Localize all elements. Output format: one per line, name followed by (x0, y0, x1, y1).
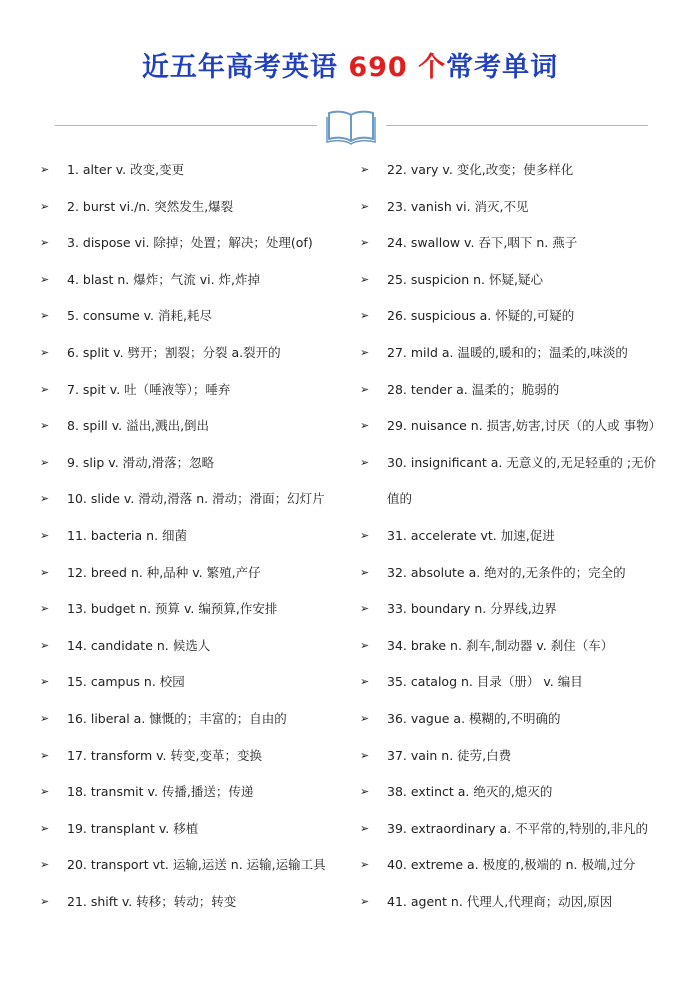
arrow-bullet-icon: ➢ (40, 821, 50, 835)
vocab-entry: 32. absolute a. 绝对的,无条件的；完全的 (387, 564, 626, 580)
list-item (360, 262, 680, 299)
list-item (40, 738, 360, 775)
list-item (360, 445, 680, 518)
list-item (40, 555, 360, 592)
vocab-entry: 37. vain n. 徒劳,白费 (387, 747, 512, 763)
vocab-entry: 15. campus n. 校园 (67, 674, 185, 690)
vocab-entry: 31. accelerate vt. 加速,促进 (387, 527, 555, 543)
vocab-entry: 33. boundary n. 分界线,边界 (387, 601, 557, 617)
arrow-bullet-icon: ➢ (360, 528, 370, 542)
arrow-bullet-icon: ➢ (40, 675, 50, 689)
vocab-entry: 13. budget n. 预算 v. 编预算,作安排 (67, 601, 278, 617)
arrow-bullet-icon: ➢ (360, 309, 370, 323)
vocab-column-right (360, 152, 680, 920)
list-item (360, 408, 680, 445)
arrow-bullet-icon: ➢ (360, 419, 370, 433)
list-item (360, 774, 680, 811)
arrow-bullet-icon: ➢ (40, 492, 50, 506)
arrow-bullet-icon: ➢ (40, 528, 50, 542)
list-item (360, 738, 680, 775)
vocab-entry: 22. vary v. 变化,改变；使多样化 (387, 162, 574, 177)
arrow-bullet-icon: ➢ (360, 858, 370, 872)
vocab-entry: 7. spit v. 吐（唾液等）；唾弃 (67, 381, 231, 397)
arrow-bullet-icon: ➢ (360, 748, 370, 762)
arrow-bullet-icon: ➢ (40, 711, 50, 725)
arrow-bullet-icon: ➢ (40, 785, 50, 799)
list-item (40, 847, 360, 884)
vocab-entry: 40. extreme a. 极度的,极端的 n. 极端,过分 (387, 857, 636, 873)
list-item (360, 335, 680, 372)
list-item (40, 591, 360, 628)
vocab-entry: 18. transmit v. 传播,播送；传递 (67, 784, 254, 800)
list-item (40, 189, 360, 226)
vocab-entry: 41. agent n. 代理人,代理商；动因,原因 (387, 893, 613, 909)
arrow-bullet-icon: ➢ (40, 236, 50, 250)
list-item (360, 518, 680, 555)
title-part-3: 常考单词 (446, 52, 559, 83)
vocab-entry: 1. alter v. 改变,变更 (67, 162, 185, 177)
vocab-entry: 34. brake n. 刹车,制动器 v. 刹住（车） (387, 637, 614, 653)
list-item (360, 225, 680, 262)
list-item (40, 445, 360, 482)
list-item (40, 884, 360, 921)
arrow-bullet-icon: ➢ (40, 748, 50, 762)
list-item (360, 847, 680, 884)
list-item (360, 555, 680, 592)
vocab-entry: 26. suspicious a. 怀疑的,可疑的 (387, 308, 575, 324)
arrow-bullet-icon: ➢ (360, 236, 370, 250)
arrow-bullet-icon: ➢ (360, 455, 370, 469)
arrow-bullet-icon: ➢ (360, 602, 370, 616)
vocab-entry: 3. dispose vi. 除掉；处置；解决；处理(of) (67, 235, 313, 251)
arrow-bullet-icon: ➢ (40, 309, 50, 323)
vocab-entry: 9. slip v. 滑动,滑落；忽略 (67, 454, 215, 470)
vocab-entry: 24. swallow v. 吞下,咽下 n. 燕子 (387, 235, 578, 251)
list-item (40, 701, 360, 738)
list-item (40, 628, 360, 665)
arrow-bullet-icon: ➢ (40, 419, 50, 433)
list-item (40, 664, 360, 701)
vocab-entry: 17. transform v. 转变,变革；变换 (67, 747, 262, 763)
open-book-icon (325, 107, 377, 145)
arrow-bullet-icon: ➢ (360, 821, 370, 835)
vocab-entry: 20. transport vt. 运输,运送 n. 运输,运输工具 (67, 857, 326, 873)
arrow-bullet-icon: ➢ (360, 894, 370, 908)
list-item (40, 774, 360, 811)
vocab-entry: 5. consume v. 消耗,耗尽 (67, 308, 212, 324)
arrow-bullet-icon: ➢ (40, 455, 50, 469)
list-item (360, 884, 680, 921)
list-item (360, 372, 680, 409)
arrow-bullet-icon: ➢ (360, 711, 370, 725)
page-title (0, 48, 700, 88)
arrow-bullet-icon: ➢ (40, 345, 50, 359)
vocab-entry: 14. candidate n. 候选人 (67, 637, 211, 653)
vocab-entry: 27. mild a. 温暖的,暖和的；温柔的,味淡的 (387, 344, 628, 360)
list-item (40, 225, 360, 262)
arrow-bullet-icon: ➢ (360, 565, 370, 579)
vocab-entry: 4. blast n. 爆炸；气流 vi. 炸,炸掉 (67, 271, 260, 287)
vocab-entry: 36. vague a. 模糊的,不明确的 (387, 710, 561, 726)
vocab-entry: 29. nuisance n. 损害,妨害,讨厌（的人或 事物） (387, 418, 662, 434)
vocab-entry: 25. suspicion n. 怀疑,疑心 (387, 271, 543, 287)
list-item (360, 152, 680, 189)
arrow-bullet-icon: ➢ (40, 638, 50, 652)
list-item (40, 811, 360, 848)
arrow-bullet-icon: ➢ (40, 565, 50, 579)
vocab-entry: 2. burst vi./n. 突然发生,爆裂 (67, 198, 234, 214)
arrow-bullet-icon: ➢ (360, 345, 370, 359)
list-item (360, 628, 680, 665)
list-item (360, 664, 680, 701)
list-item (360, 811, 680, 848)
arrow-bullet-icon: ➢ (40, 163, 50, 176)
list-item (40, 152, 360, 189)
divider-line-left (55, 125, 317, 126)
vocab-entry: 30. insignificant a. 无意义的,无足轻重的 ;无价值的 (387, 454, 657, 507)
vocab-entry: 28. tender a. 温柔的；脆弱的 (387, 381, 560, 397)
vocab-entry: 6. split v. 劈开；割裂；分裂 a.裂开的 (67, 344, 281, 360)
arrow-bullet-icon: ➢ (40, 602, 50, 616)
arrow-bullet-icon: ➢ (40, 858, 50, 872)
list-item (360, 189, 680, 226)
arrow-bullet-icon: ➢ (360, 785, 370, 799)
arrow-bullet-icon: ➢ (360, 163, 370, 176)
arrow-bullet-icon: ➢ (40, 272, 50, 286)
arrow-bullet-icon: ➢ (40, 382, 50, 396)
list-item (40, 408, 360, 445)
list-item (360, 298, 680, 335)
list-item (360, 591, 680, 628)
arrow-bullet-icon: ➢ (360, 638, 370, 652)
divider-line-right (386, 125, 648, 126)
vocab-entry: 21. shift v. 转移；转动；转变 (67, 893, 237, 909)
vocab-entry: 38. extinct a. 绝灭的,熄灭的 (387, 784, 553, 800)
title-part-1: 近五年高考英语 (141, 52, 338, 83)
arrow-bullet-icon: ➢ (360, 199, 370, 213)
vocab-entry: 16. liberal a. 慷慨的；丰富的；自由的 (67, 710, 287, 726)
vocab-entry: 39. extraordinary a. 不平常的,特别的,非凡的 (387, 820, 649, 836)
list-item (40, 335, 360, 372)
list-item (40, 518, 360, 555)
vocab-entry: 23. vanish vi. 消灭,不见 (387, 198, 529, 214)
vocab-entry: 12. breed n. 种,品种 v. 繁殖,产仔 (67, 564, 261, 580)
list-item (40, 262, 360, 299)
vocab-entry: 11. bacteria n. 细菌 (67, 527, 188, 543)
list-item (360, 701, 680, 738)
vocab-column-left (40, 152, 360, 920)
arrow-bullet-icon: ➢ (360, 272, 370, 286)
arrow-bullet-icon: ➢ (40, 894, 50, 908)
arrow-bullet-icon: ➢ (360, 675, 370, 689)
vocab-entry: 19. transplant v. 移植 (67, 820, 199, 836)
vocab-entry: 10. slide v. 滑动,滑落 n. 滑动；滑面；幻灯片 (67, 491, 325, 507)
vocab-entry: 8. spill v. 溢出,溅出,倒出 (67, 418, 210, 434)
list-item (40, 372, 360, 409)
arrow-bullet-icon: ➢ (40, 199, 50, 213)
list-item (40, 481, 360, 518)
list-item (40, 298, 360, 335)
vocab-entry: 35. catalog n. 目录（册） v. 编目 (387, 674, 583, 690)
arrow-bullet-icon: ➢ (360, 382, 370, 396)
title-part-2: 690 个 (348, 52, 447, 83)
